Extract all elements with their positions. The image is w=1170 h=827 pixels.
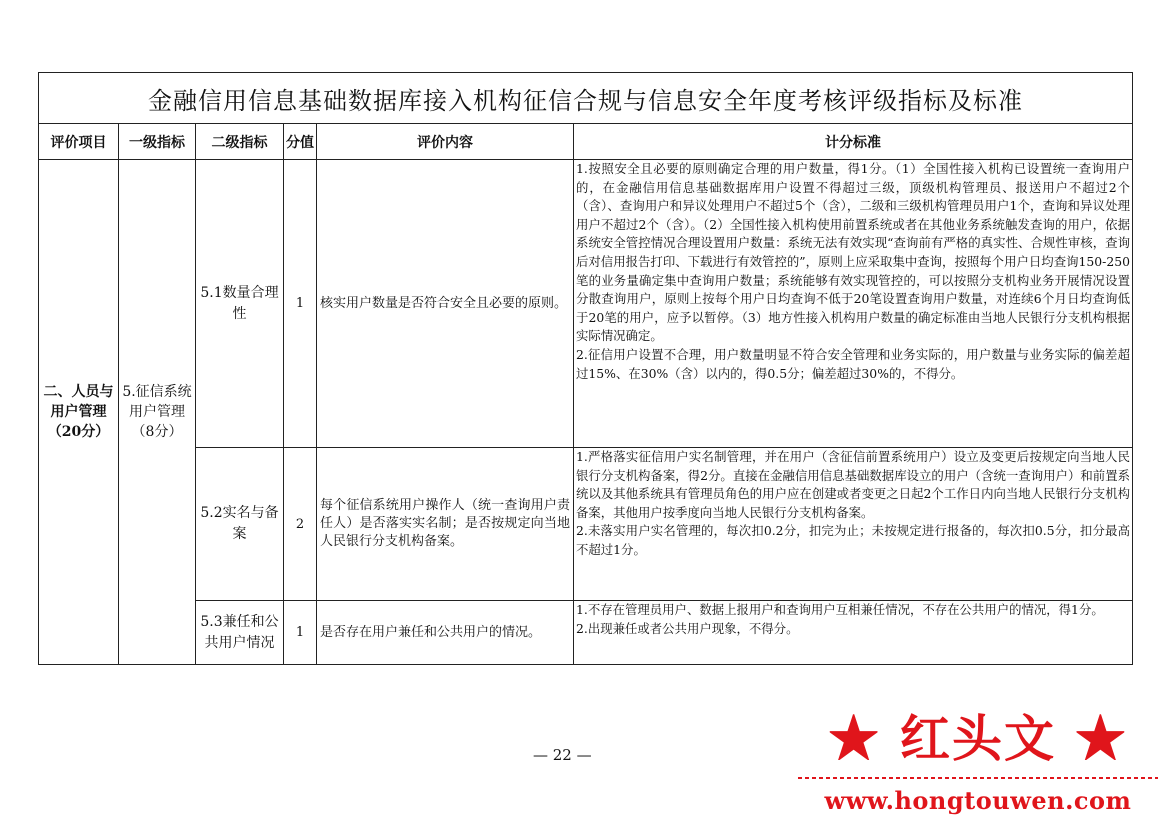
content-cell: 是否存在用户兼任和公共用户的情况。: [317, 601, 574, 665]
header-content: 评价内容: [317, 124, 574, 160]
level2-cell: 5.1数量合理性: [196, 160, 284, 448]
table-row: [39, 160, 1133, 448]
content-cell: 核实用户数量是否符合安全且必要的原则。: [317, 160, 574, 448]
standard-cell: [574, 448, 1133, 601]
score-cell: 1: [284, 160, 317, 448]
watermark-logo: [798, 708, 1158, 820]
header-level1: 一级指标: [119, 124, 196, 160]
table-row: [39, 601, 1133, 665]
score-cell: 1: [284, 601, 317, 665]
header-score: 分值: [284, 124, 317, 160]
score-cell: 2: [284, 448, 317, 601]
standard-item: 1.不存在管理员用户、数据上报用户和查询用户互相兼任情况，不存在公共用户的情况，得1分。: [576, 602, 1104, 617]
standard-cell: [574, 601, 1133, 665]
header-project: 评价项目: [39, 124, 119, 160]
table-title: 金融信用信息基础数据库接入机构征信合规与信息安全年度考核评级指标及标准: [39, 73, 1133, 124]
level1-cell: 5.征信系统用户管理（8分）: [119, 160, 196, 665]
standard-item: 1.按照安全且必要的原则确定合理的用户数量，得1分。（1）全国性接入机构已设置统一查询用户的，在金融信用信息基础数据库用户设置不得超过三级，顶级机构管理员、报送用户不超过2个（含）、查询用户和异议处理用户不超过5个（含），二级和三级机构管理员用户1个，查询和异议处理用户不超过2个（含）。（2）全国性接入机构使用前置系统或者在其他业务系统触发查询的用户，依据系统安全管控情况合理设置用户数量：系统无法有效实现“查询前有严格的真实性、合规性审核，查询后对信用报告打印、下载进行有效管控的”，原则上应采取集中查询，按照每个用户日均查询150-250笔的业务量确定集中查询用户数量；系统能够有效实现管控的，可以按照分支机构业务开展情况设置分散查询用户，原则上按每个用户日均查询不低于20笔设置查询用户数量，对连续6个月日均查询低于20笔的用户，应予以暂停。（3）地方性接入机构用户数量的确定标准由当地人民银行分支机构根据实际情况确定。: [576, 161, 1130, 344]
standard-item: 2.征信用户设置不合理，用户数量明显不符合安全管理和业务实际的，用户数量与业务实际的偏差超过15%、在30%（含）以内的，得0.5分；偏差超过30%的，不得分。: [576, 346, 1130, 381]
standard-item: 2.出现兼任或者公共用户现象，不得分。: [576, 620, 799, 636]
project-cell: 二、人员与用户管理（20分）: [39, 160, 119, 665]
table-row: [39, 448, 1133, 601]
standard-item: 1.严格落实征信用户实名制管理，并在用户（含征信前置系统用户）设立及变更后按规定向当地人民银行分支机构备案，得2分。直接在金融信用信息基础数据库设立的用户（含统一查询用户）和前置系统以及其他系统具有管理员角色的用户应在创建或者变更之日起2个工作日内向当地人民银行分支机构备案，其他用户按季度向当地人民银行分支机构备案。: [576, 449, 1130, 520]
header-standard: 计分标准: [574, 124, 1133, 160]
standard-cell: [574, 160, 1133, 448]
watermark-title: ★ 红头文 ★: [828, 709, 1128, 768]
evaluation-table: [38, 72, 1133, 665]
page-number: — 22 —: [533, 746, 592, 764]
header-row: [39, 124, 1133, 160]
header-level2: 二级指标: [196, 124, 284, 160]
level2-cell: 5.2实名与备案: [196, 448, 284, 601]
level2-cell: 5.3兼任和公共用户情况: [196, 601, 284, 665]
watermark-url: www.hongtouwen.com: [824, 786, 1132, 815]
standard-item: 2.未落实用户实名管理的，每次扣0.2分，扣完为止；未按规定进行报备的，每次扣0.5分，扣分最高不超过1分。: [576, 523, 1130, 557]
content-cell: 每个征信系统用户操作人（统一查询用户责任人）是否落实实名制；是否按规定向当地人民银行分支机构备案。: [317, 448, 574, 601]
